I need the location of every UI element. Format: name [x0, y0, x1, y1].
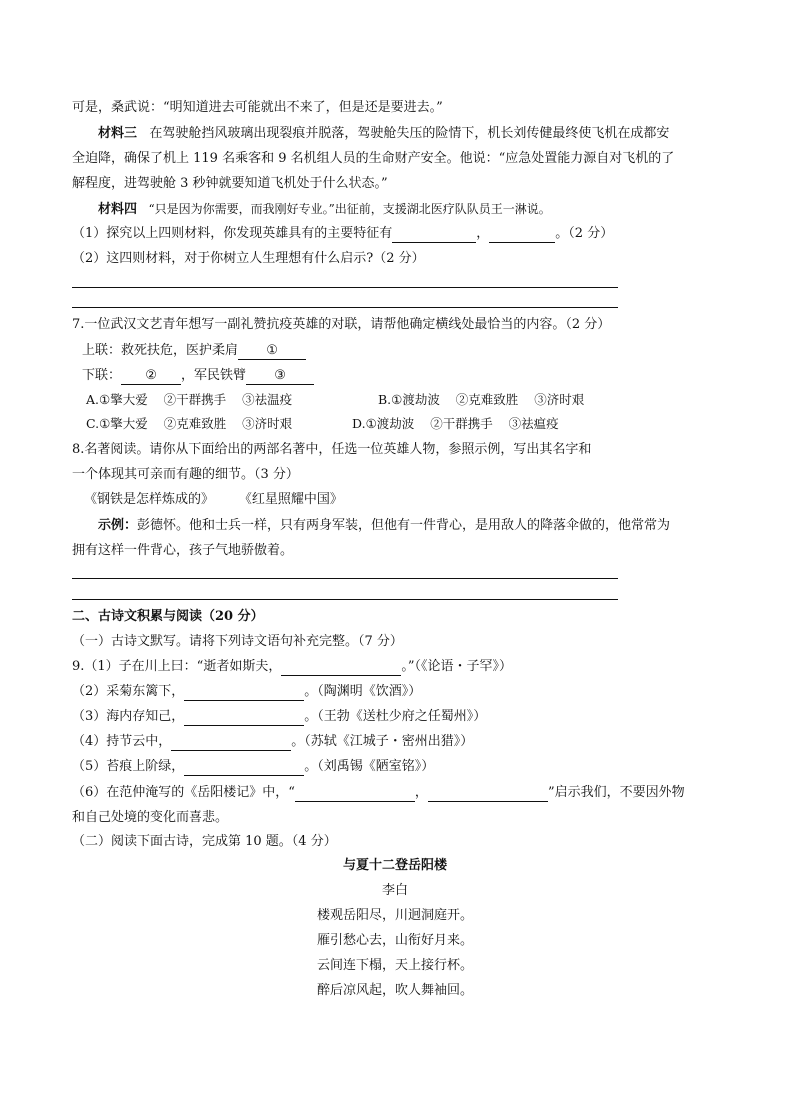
material3-label: 材料三 [98, 126, 138, 141]
couplet-blank-1[interactable]: ① [238, 343, 306, 360]
question-6-2: （2）这四则材料，对于你树立人生理想有什么启示?（2 分） [72, 251, 425, 266]
couplet-lower: 下联： ② ，军民铁臂 ③ [82, 366, 314, 386]
section-2-title: 二、古诗文积累与阅读（20 分） [72, 609, 264, 624]
question-7: 7.一位武汉文艺青年想写一副礼赞抗疫英雄的对联，请帮他确定横线处最恰当的内容。（2 分） [72, 317, 611, 332]
option-d[interactable]: D.①渡劫波 ②干群携手 ③祛瘟疫 [352, 416, 559, 431]
example-label: 示例： [98, 518, 138, 533]
part-2-title: （二）阅读下面古诗，完成第 10 题。（4 分） [72, 834, 337, 849]
answer-line-6-2b[interactable] [72, 307, 618, 308]
answer-blank-9-6b[interactable] [428, 785, 548, 802]
material3-line2: 全迫降，确保了机上 119 名乘客和 9 名机组人员的生命财产安全。他说：“应急处置能力源自对飞机的了 [72, 151, 675, 166]
question-9-5: （5）苔痕上阶绿， 。（刘禹锡《陋室铭》） [72, 759, 435, 774]
poem-line: 云间连下榻，天上接行杯。 [316, 958, 473, 973]
poem-line: 醉后凉风起，吹人舞袖回。 [316, 983, 473, 998]
material3-line1: 材料三 在驾驶舱挡风玻璃出现裂痕并脱落，驾驶舱失压的险情下，机长刘传健最终使飞机在成都安 [98, 126, 670, 141]
answer-line-8a[interactable] [72, 578, 618, 579]
book-list [84, 490, 343, 510]
answer-blank-9-4[interactable] [171, 734, 291, 751]
question-8-line2: 一个体现其可亲而有趣的细节。（3 分） [72, 467, 299, 482]
couplet-blank-2[interactable]: ② [121, 368, 181, 385]
answer-line-6-2a[interactable] [72, 287, 618, 288]
book-title-1: 《钢铁是怎样炼成的》 [84, 492, 215, 507]
question-9-6-line2: 和自己处境的变化而喜悲。 [72, 810, 229, 825]
question-9-4: （4）持节云中， 。（苏轼《江城子・密州出猎》） [72, 734, 474, 749]
example-line1: 示例：彭德怀。他和士兵一样，只有两身军装，但他有一件背心，是用敌人的降落伞做的，他常常为 [98, 518, 671, 533]
question-9-2: （2）采菊东篱下， 。（陶渊明《饮酒》） [72, 684, 422, 699]
material3-line3: 解程度，进驾驶舱 3 秒钟就要知道飞机处于什么状态。” [72, 176, 388, 191]
part-1-title: （一）古诗文默写。请将下列诗文语句补充完整。（7 分） [72, 634, 403, 649]
option-c[interactable]: C.①擎大爱 ②克难致胜 ③济时艰 [86, 416, 293, 431]
answer-blank-9-2[interactable] [184, 684, 304, 701]
answer-blank-9-6a[interactable] [295, 785, 415, 802]
answer-blank-9-5[interactable] [184, 759, 304, 776]
material4: 材料四 “只是因为你需要，而我刚好专业。”出征前，支援湖北医疗队队员王一淋说。 [98, 202, 551, 217]
answer-blank-9-3[interactable] [184, 709, 304, 726]
answer-blank-6-1a[interactable] [392, 226, 476, 243]
answer-blank-6-1b[interactable] [489, 226, 555, 243]
material2-ending: 可是，桑武说：“明知道进去可能就出不来了，但是还是要进去。” [72, 100, 443, 115]
poem-line: 雁引愁心去，山衔好月来。 [316, 933, 473, 948]
question-6-1: （1）探究以上四则材料，你发现英雄具有的主要特征有 ， 。（2 分） [72, 226, 614, 241]
question-8-line1: 8.名著阅读。请你从下面给出的两部名著中，任选一位英雄人物，参照示例，写出其名字和 [72, 442, 592, 457]
poem-title: 与夏十二登岳阳楼 [342, 858, 447, 873]
answer-blank-9-1[interactable] [281, 659, 401, 676]
answer-line-8b[interactable] [72, 599, 618, 600]
question-9-3: （3）海内存知己， 。（王勃《送杜少府之任蜀州》） [72, 709, 487, 724]
question-9-6: （6）在范仲淹写的《岳阳楼记》中，“ ， ”启示我们，不要因外物 [72, 785, 685, 800]
poem-line: 楼观岳阳尽，川迥洞庭开。 [316, 908, 473, 923]
material4-label: 材料四 [98, 202, 138, 217]
option-b[interactable]: B.①渡劫波 ②克难致胜 ③济时艰 [378, 392, 585, 407]
book-title-2: 《红星照耀中国》 [238, 492, 343, 507]
question-9-1: 9.（1）子在川上曰：“逝者如斯夫， 。”（《论语・子罕》） [72, 659, 512, 674]
example-line2: 拥有这样一件背心，孩子气地骄傲着。 [72, 543, 294, 558]
poem-author: 李白 [381, 883, 408, 898]
couplet-blank-3[interactable]: ③ [246, 368, 314, 385]
couplet-upper: 上联：救死扶危，医护柔肩 ① [82, 341, 306, 361]
option-a[interactable]: A.①擎大爱 ②干群携手 ③祛温疫 [86, 392, 293, 407]
